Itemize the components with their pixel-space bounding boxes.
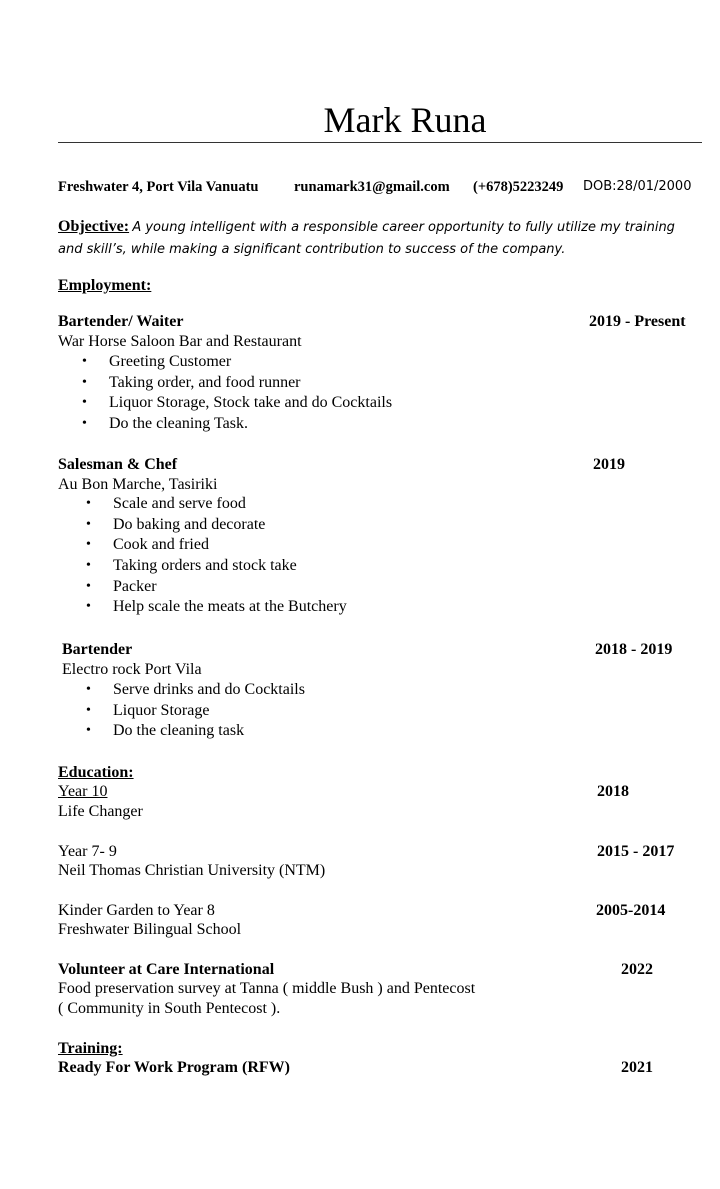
list-item [86, 597, 347, 618]
job-place: Au Bon Marche, Tasiriki [58, 476, 218, 493]
header-divider [58, 142, 702, 143]
list-item [86, 577, 347, 598]
duty-text: Packer [113, 577, 157, 595]
job-date: 2019 [593, 456, 625, 473]
bullet-icon: • [86, 599, 91, 615]
volunteer-title: Volunteer at Care International [58, 961, 275, 978]
list-item [82, 352, 392, 373]
training-date: 2021 [621, 1059, 653, 1076]
objective-section [58, 216, 703, 260]
job-duties-list [86, 680, 305, 742]
bullet-icon: • [86, 558, 91, 574]
job-duties-list [82, 352, 392, 435]
duty-text: Greeting Customer [109, 353, 232, 370]
bullet-icon: • [86, 578, 91, 594]
objective-text: A young intelligent with a responsible career opportunity to fully utilize my training and skill’s, while making a significant contribution to success of the company. [58, 220, 675, 257]
list-item [86, 494, 347, 515]
contact-email: runamark31@gmail.com [294, 179, 450, 195]
list-item [86, 515, 347, 536]
education-date: 2018 [597, 783, 629, 800]
duty-text: Do the cleaning task [113, 722, 245, 740]
education-level: Year 7- 9 [58, 843, 117, 860]
bullet-icon: • [86, 723, 91, 739]
list-item [86, 535, 347, 556]
list-item [82, 414, 392, 435]
volunteer-date: 2022 [621, 961, 653, 978]
bullet-icon: • [86, 516, 91, 532]
job-date: 2019 - Present [589, 313, 686, 330]
list-item [82, 393, 392, 414]
resume-name: Mark Runa [323, 100, 487, 140]
education-level: Year 10 [58, 783, 108, 800]
list-item [86, 701, 305, 722]
education-school: Life Changer [58, 803, 143, 820]
contact-dob: DOB:28/01/2000 [583, 179, 692, 194]
volunteer-description-continued: ( Community in South Pentecost ). [58, 1000, 281, 1017]
training-heading: Training: [58, 1040, 123, 1057]
education-date: 2005-2014 [596, 902, 666, 919]
job-title: Bartender/ Waiter [58, 313, 184, 330]
bullet-icon: • [82, 354, 87, 369]
duty-text: Liquor Storage [113, 701, 210, 719]
job-title: Bartender [62, 641, 133, 658]
list-item [86, 556, 347, 577]
bullet-icon: • [86, 702, 91, 718]
contact-address: Freshwater 4, Port Vila Vanuatu [58, 179, 259, 195]
job-title: Salesman & Chef [58, 456, 178, 473]
duty-text: Serve drinks and do Cocktails [113, 681, 305, 698]
bullet-icon: • [86, 496, 91, 511]
education-level: Kinder Garden to Year 8 [58, 902, 215, 919]
duty-text: Liquor Storage, Stock take and do Cocktails [109, 394, 393, 412]
duty-text: Do baking and decorate [113, 515, 266, 533]
bullet-icon: • [82, 395, 87, 411]
job-place: War Horse Saloon Bar and Restaurant [58, 333, 302, 350]
job-place: Electro rock Port Vila [62, 661, 202, 678]
duty-text: Taking order, and food runner [109, 373, 301, 391]
list-item [82, 373, 392, 394]
duty-text: Scale and serve food [113, 495, 246, 512]
volunteer-description: Food preservation survey at Tanna ( middle Bush ) and Pentecost [58, 980, 476, 997]
job-date: 2018 - 2019 [595, 641, 673, 658]
contact-phone: (+678)5223249 [473, 179, 564, 195]
bullet-icon: • [86, 682, 91, 697]
bullet-icon: • [82, 416, 87, 432]
duty-text: Taking orders and stock take [113, 557, 297, 575]
list-item [86, 721, 305, 742]
education-school: Neil Thomas Christian University (NTM) [58, 862, 326, 879]
education-heading: Education: [58, 764, 134, 781]
education-date: 2015 - 2017 [597, 843, 675, 860]
list-item [86, 680, 305, 701]
employment-heading: Employment: [58, 277, 152, 294]
objective-heading: Objective: [58, 218, 130, 235]
duty-text: Cook and fried [113, 536, 209, 554]
bullet-icon: • [82, 374, 87, 390]
education-school: Freshwater Bilingual School [58, 921, 242, 938]
bullet-icon: • [86, 537, 91, 553]
job-duties-list [86, 494, 347, 618]
duty-text: Do the cleaning Task. [109, 415, 248, 433]
training-program: Ready For Work Program (RFW) [58, 1059, 290, 1076]
duty-text: Help scale the meats at the Butchery [113, 598, 347, 616]
